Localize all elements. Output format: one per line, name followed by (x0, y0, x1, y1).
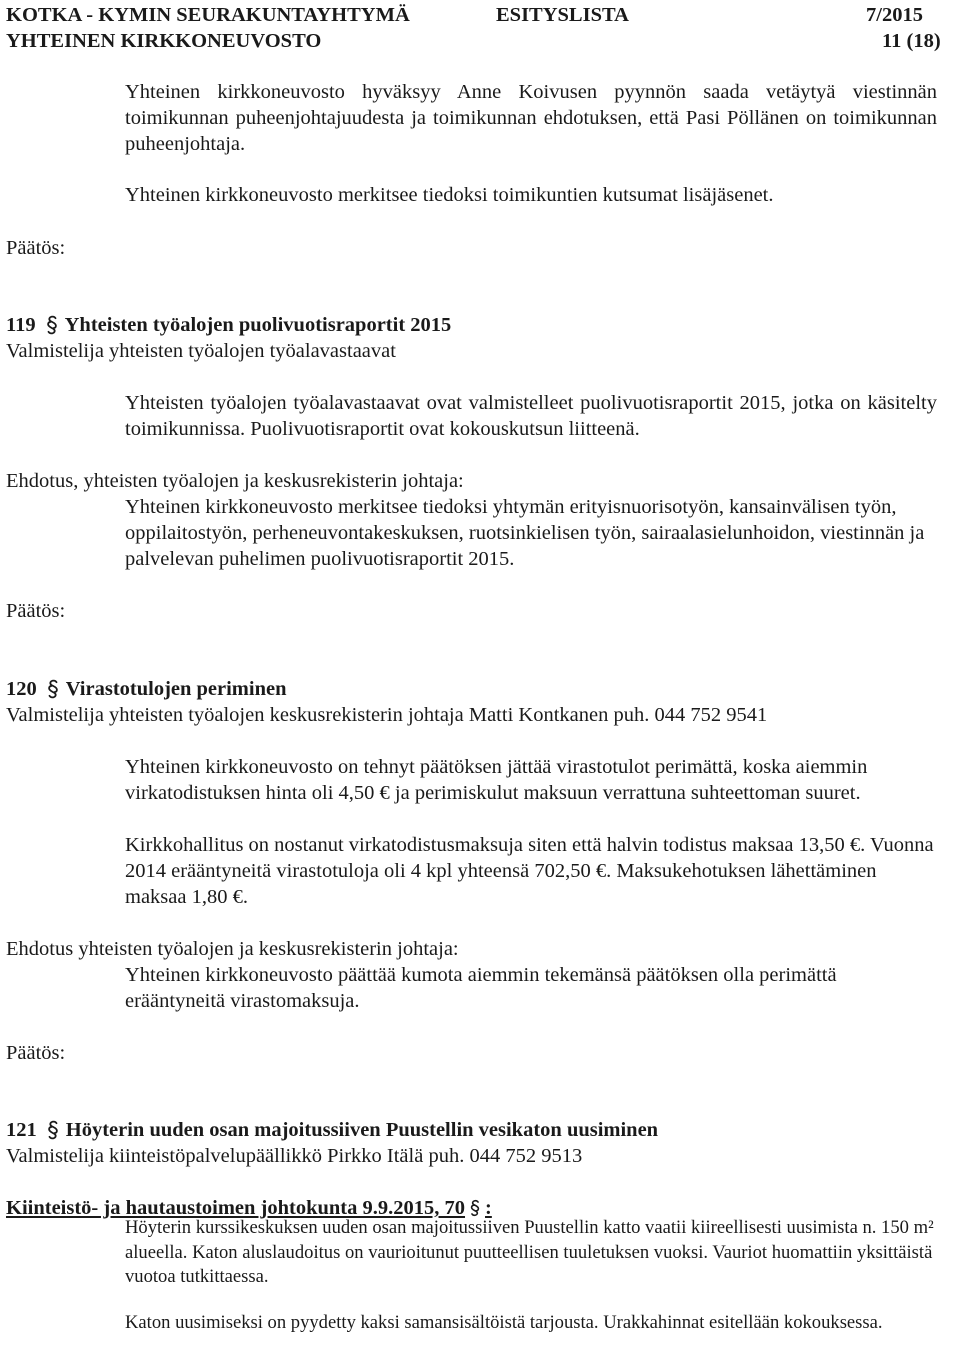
section-sign-icon (45, 679, 61, 699)
decision-label: Päätös: (6, 1042, 66, 1064)
intro-paragraph-1: Yhteinen kirkkoneuvosto hyväksyy Anne Koivusen pyynnön saada vetäytyä viestinnän toimikunnan puheenjohtajuudesta ja toimikunnan ehdotuksen, että Pasi Pöllänen on toimikunnan puheenjohtaja. (125, 81, 937, 155)
item-title: Virastotulojen periminen (65, 678, 287, 700)
proposal-text: Yhteinen kirkkoneuvosto päättää kumota aiemmin tekemänsä päätöksen olla perimättä erääntyneitä virastomaksuja. (125, 964, 837, 1012)
decision-label: Päätös: (6, 600, 66, 622)
header-number: 7/2015 (866, 4, 923, 26)
board-reference-text: Kiinteistö- ja hautaustoimen johtokunta 9.9.2015, 70 (6, 1197, 466, 1219)
item-preparer: Valmistelija yhteisten työalojen keskusrekisterin johtaja Matti Kontkanen puh. 044 752 9541 (6, 704, 768, 726)
header-doctype: ESITYSLISTA (496, 4, 629, 26)
item-title: Höyterin uuden osan majoitussiiven Puustellin vesikaton uusiminen (65, 1119, 659, 1141)
proposal-label: Ehdotus, yhteisten työalojen ja keskusrekisterin johtaja: (6, 470, 464, 492)
item-heading-120 (6, 676, 287, 702)
item-preparer: Valmistelija yhteisten työalojen työalavastaavat (6, 340, 396, 362)
item-preparer: Valmistelija kiinteistöpalvelupäällikkö Pirkko Itälä puh. 044 752 9513 (6, 1145, 583, 1167)
item-paragraph-2: Katon uusimiseksi on pyydetty kaksi samansisältöistä tarjousta. Urakkahinnat esitellään kokouksessa. (125, 1312, 883, 1333)
item-title: Yhteisten työalojen puolivuotisraportit 2015 (64, 314, 452, 336)
proposal-text: Yhteinen kirkkoneuvosto merkitsee tiedoksi yhtymän erityisnuorisotyön, kansainvälisen työn, oppilaitostyön, perheneuvontakeskuksen, ruotsinkielisen työn, sairaalasielunhoidon, viestinnän ja palvelevan puhelimen puolivuotisraportit 2015. (125, 496, 925, 570)
item-paragraph-1: Yhteinen kirkkoneuvosto on tehnyt päätöksen jättää virastotulot perimättä, koska aiemmin virkatodistuksen hinta oli 4,50 € ja perimiskulut maksuun verrattuna suhteettoman suuret. (125, 756, 868, 804)
item-heading-119 (6, 312, 451, 338)
item-text: Yhteisten työalojen työalavastaavat ovat valmistelleet puolivuotisraportit 2015, jotka on käsitelty toimikunnissa. Puolivuotisraportit ovat kokouskutsun liitteenä. (125, 392, 937, 440)
section-sign-icon (44, 315, 60, 335)
item-paragraph-1: Höyterin kurssikeskuksen uuden osan majoitussiiven Puustellin katto vaatii kiireellisesti uusimista n. 150 m² alueella. Katon aluslaudoitus on vaurioitunut puutteellisen tuuletuksen vuoksi. Vauriot huomattiin yksittäistä vuotoa tutkittaessa. (125, 1217, 934, 1287)
item-number: 121 (6, 1119, 37, 1141)
section-sign-icon (468, 1198, 482, 1216)
header-org: KOTKA - KYMIN SEURAKUNTAYHTYMÄ (6, 4, 410, 26)
item-number: 120 (6, 678, 37, 700)
section-sign-icon (45, 1120, 61, 1140)
intro-paragraph-2: Yhteinen kirkkoneuvosto merkitsee tiedoksi toimikuntien kutsumat lisäjäsenet. (125, 184, 774, 206)
board-reference-colon: : (485, 1197, 492, 1219)
header-body: YHTEINEN KIRKKONEUVOSTO (6, 30, 322, 52)
item-heading-121 (6, 1117, 658, 1143)
item-paragraph-2: Kirkkohallitus on nostanut virkatodistusmaksuja siten että halvin todistus maksaa 13,50 €. Vuonna 2014 erääntyneitä virastotuloja oli 4 kpl yhteensä 702,50 €. Maksukehotuksen lähettäminen maksaa 1,80 €. (125, 834, 934, 908)
header-page: 11 (18) (882, 30, 941, 52)
proposal-label: Ehdotus yhteisten työalojen ja keskusrekisterin johtaja: (6, 938, 459, 960)
decision-label: Päätös: (6, 237, 66, 259)
item-number: 119 (6, 314, 36, 336)
